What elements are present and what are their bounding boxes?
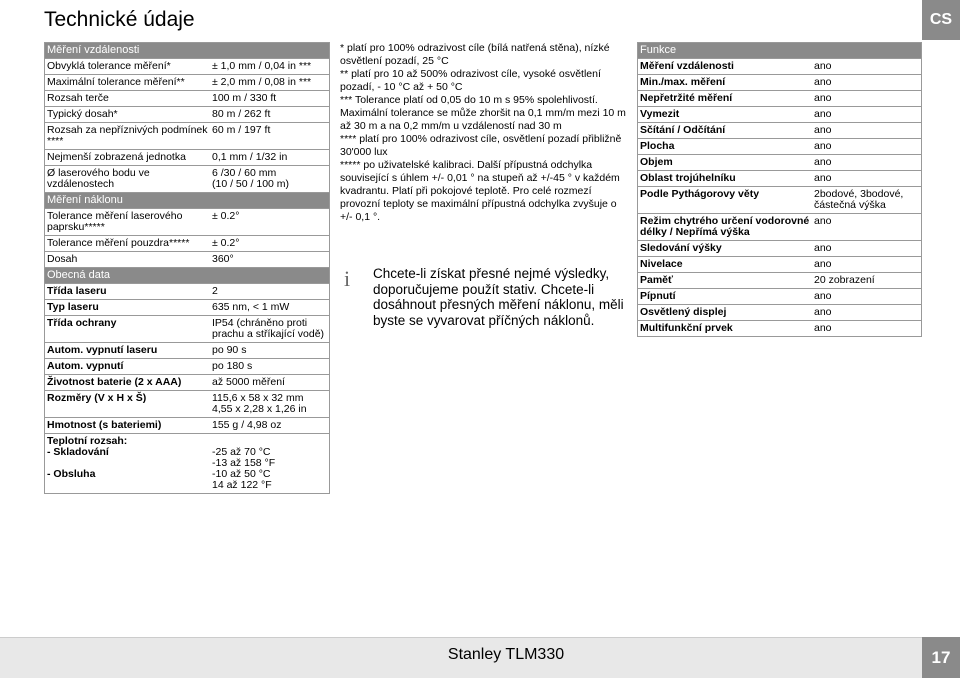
spec-value: -25 až 70 °C -13 až 158 °F -10 až 50 °C 14 až 122 °F	[212, 446, 276, 491]
info-icon: i	[344, 266, 351, 291]
function-value: ano	[814, 215, 832, 227]
spec-row	[45, 236, 329, 252]
spec-row	[45, 166, 329, 193]
spec-value: 155 g / 4,98 oz	[212, 419, 282, 431]
function-value: ano	[814, 140, 832, 152]
spec-value: po 90 s	[212, 344, 247, 356]
spec-value: ± 2,0 mm / 0,08 in ***	[212, 76, 312, 88]
function-label: Nivelace	[640, 258, 683, 270]
spec-row	[45, 300, 329, 316]
function-value: ano	[814, 92, 832, 104]
spec-label: Typický dosah*	[47, 108, 118, 120]
function-value: ano	[814, 306, 832, 318]
function-row	[638, 139, 921, 155]
spec-value: 2	[212, 285, 218, 297]
function-value: ano	[814, 108, 832, 120]
function-row	[638, 75, 921, 91]
spec-row	[45, 150, 329, 166]
spec-row	[45, 123, 329, 150]
spec-section-title: Měření vzdálenosti	[45, 43, 329, 59]
spec-label: Autom. vypnutí laseru	[47, 344, 158, 356]
function-label: Paměť	[640, 274, 674, 286]
footer-model: Stanley TLM330	[447, 646, 565, 663]
spec-row	[45, 59, 329, 75]
footnote: ** platí pro 10 až 500% odrazivost cíle, vysoké osvětlení pozadí, - 10 °C až + 50 °C	[340, 68, 601, 93]
function-row	[638, 305, 921, 321]
footnote: * platí pro 100% odrazivost cíle (bílá natřená stěna), nízké osvětlení pozadí, 25 °C	[340, 42, 610, 67]
spec-label: Ø laserového bodu ve vzdálenostech	[47, 167, 150, 190]
spec-value: 6 /30 / 60 mm (10 / 50 / 100 m)	[212, 167, 290, 190]
spec-value: 100 m / 330 ft	[212, 92, 277, 104]
function-row	[638, 123, 921, 139]
spec-label: Maximální tolerance měření**	[47, 76, 185, 88]
spec-label: Rozsah terče	[47, 92, 109, 104]
page-title: Technické údaje	[44, 8, 195, 31]
spec-label: Třída laseru	[47, 285, 107, 297]
function-label: Nepřetržité měření	[640, 92, 733, 104]
function-value: 2bodové, 3bodové, částečná výška	[814, 188, 904, 211]
spec-row	[45, 359, 329, 375]
spec-value: po 180 s	[212, 360, 253, 372]
spec-value: IP54 (chráněno proti prachu a stříkající vodě)	[212, 317, 325, 340]
spec-label: Tolerance měření laserového paprsku*****	[47, 210, 183, 233]
spec-row	[45, 316, 329, 343]
function-label: Sledování výšky	[640, 242, 722, 254]
spec-label: Životnost baterie (2 x AAA)	[47, 376, 182, 388]
function-value: 20 zobrazení	[814, 274, 875, 286]
spec-value: ± 1,0 mm / 0,04 in ***	[212, 60, 312, 72]
function-label: Podle Pythágorovy věty	[640, 188, 760, 200]
spec-label: Hmotnost (s bateriemi)	[47, 419, 162, 431]
footnote: **** platí pro 100% odrazivost cíle, osvětlení pozadí přibližně 30'000 lux	[340, 133, 622, 158]
spec-value: ± 0.2°	[212, 237, 240, 249]
spec-row	[45, 343, 329, 359]
function-row	[638, 273, 921, 289]
function-value: ano	[814, 60, 832, 72]
page-number: 17	[922, 637, 960, 678]
spec-value: 60 m / 197 ft	[212, 124, 271, 136]
spec-row	[45, 75, 329, 91]
function-row	[638, 241, 921, 257]
function-row	[638, 59, 921, 75]
spec-value: 80 m / 262 ft	[212, 108, 271, 120]
function-value: ano	[814, 290, 832, 302]
footnote: *** Tolerance platí od 0,05 do 10 m s 95% spolehlivostí. Maximální tolerance se může zhoršit na 0,1 mm/m mezi 10 m až 30 m a na 0,2 mm/m u vzdáleností nad 30 m	[340, 94, 626, 132]
function-row	[638, 107, 921, 123]
functions-title: Funkce	[638, 43, 921, 59]
spec-value: 635 nm, < 1 mW	[212, 301, 290, 313]
spec-section-title: Obecná data	[45, 268, 329, 284]
spec-row	[45, 91, 329, 107]
spec-row	[45, 107, 329, 123]
spec-value: ± 0.2°	[212, 210, 240, 222]
function-row	[638, 155, 921, 171]
spec-label: Nejmenší zobrazená jednotka	[47, 151, 186, 163]
function-row	[638, 289, 921, 305]
spec-row	[45, 284, 329, 300]
function-value: ano	[814, 322, 832, 334]
function-value: ano	[814, 76, 832, 88]
function-label: Sčítání / Odčítání	[640, 124, 726, 136]
spec-row	[45, 209, 329, 236]
info-text: Chcete-li získat přesné nejmé výsledky, doporučujeme použít stativ. Chcete-li dosáhnout přesných měření náklonu, měli byste se vyvarovat příčných náklonů.	[373, 266, 624, 328]
functions-table	[637, 42, 922, 337]
spec-label: Obvyklá tolerance měření*	[47, 60, 171, 72]
spec-value: 0,1 mm / 1/32 in	[212, 151, 288, 163]
spec-row	[45, 418, 329, 434]
spec-label: Teplotní rozsah: - Skladování - Obsluha	[47, 435, 128, 480]
function-row	[638, 91, 921, 107]
spec-row	[45, 391, 329, 418]
spec-label: Rozměry (V x H x Š)	[47, 392, 147, 404]
spec-section-title: Měření náklonu	[45, 193, 329, 209]
function-label: Vymezit	[640, 108, 680, 120]
function-label: Režim chytrého určení vodorovné délky / Nepřímá výška	[640, 215, 810, 238]
function-value: ano	[814, 156, 832, 168]
spec-value: 115,6 x 58 x 32 mm 4,55 x 2,28 x 1,26 in	[212, 392, 307, 415]
function-value: ano	[814, 258, 832, 270]
function-label: Plocha	[640, 140, 675, 152]
footnote: ***** po uživatelské kalibraci. Další přípustná odchylka související s úhlem +/- 0,01 ° na stupeň až +/-45 ° v každém kvadrantu. Platí při pokojové teplotě. Pro celé rozmezí provozní teploty se maximální přípustná odchylka zvyšuje o +/- 0,1 °.	[340, 159, 620, 223]
spec-table	[44, 42, 330, 494]
function-row	[638, 214, 921, 241]
function-value: ano	[814, 242, 832, 254]
spec-label: Třída ochrany	[47, 317, 117, 329]
function-label: Min./max. měření	[640, 76, 726, 88]
spec-label: Dosah	[47, 253, 78, 265]
function-label: Oblast trojúhelníku	[640, 172, 736, 184]
spec-row	[45, 252, 329, 268]
footnotes	[340, 42, 628, 224]
function-value: ano	[814, 124, 832, 136]
function-value: ano	[814, 172, 832, 184]
language-tab: CS	[922, 0, 960, 40]
spec-row	[45, 375, 329, 391]
spec-label: Autom. vypnutí	[47, 360, 124, 372]
spec-label: Typ laseru	[47, 301, 99, 313]
function-label: Osvětlený displej	[640, 306, 727, 318]
spec-value: 360°	[212, 253, 234, 265]
function-row	[638, 171, 921, 187]
spec-label: Tolerance měření pouzdra*****	[47, 237, 190, 249]
function-label: Pípnutí	[640, 290, 676, 302]
spec-label: Rozsah za nepříznivých podmínek ****	[47, 124, 208, 147]
function-label: Multifunkční prvek	[640, 322, 733, 334]
function-row	[638, 257, 921, 273]
function-label: Měření vzdálenosti	[640, 60, 734, 72]
function-row	[638, 187, 921, 214]
spec-row	[45, 434, 329, 494]
function-row	[638, 321, 921, 337]
spec-value: až 5000 měření	[212, 376, 285, 388]
function-label: Objem	[640, 156, 673, 168]
